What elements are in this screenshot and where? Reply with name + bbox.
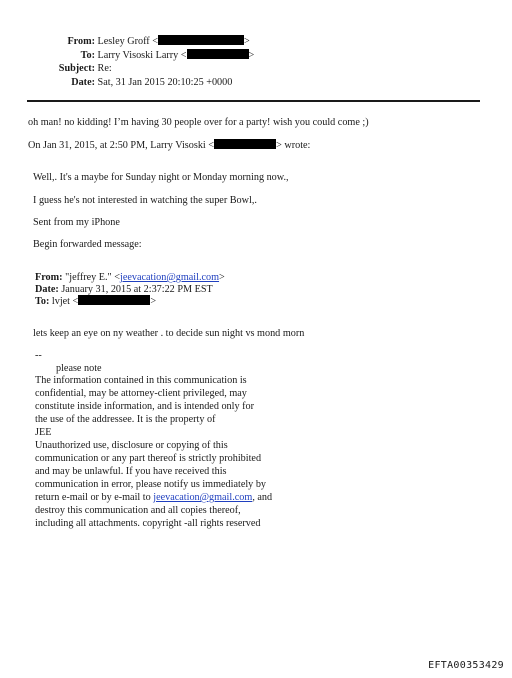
disclaimer-line: confidential, may be attorney-client privileged, may xyxy=(35,388,247,399)
subject-value: Re: xyxy=(97,63,112,74)
reply-text: oh man! no kidding! I’m having 30 people over for a party! wish you could come ;) xyxy=(28,117,369,128)
quote-intro: On Jan 31, 2015, at 2:50 PM, Larry Visoski < > wrote: xyxy=(28,140,311,151)
quoted-line: Well,. It's a maybe for Sunday night or Monday morning now., xyxy=(33,172,289,183)
forwarded-to-label: To: xyxy=(35,296,50,307)
date-value: Sat, 31 Jan 2015 20:10:25 +0000 xyxy=(97,77,233,88)
quoted-line: Begin forwarded message: xyxy=(33,239,142,250)
forwarded-date-label: Date: xyxy=(35,284,59,295)
header-to-row: To: Larry Visoski Larry < > xyxy=(40,49,254,62)
disclaimer-line: destroy this communication and all copies thereof, xyxy=(35,505,241,516)
forwarded-from-row: From: "jeffrey E." <jeevacation@gmail.com> xyxy=(35,272,225,283)
to-label: To: xyxy=(80,50,95,61)
from-value: Lesley Groff < xyxy=(97,36,158,47)
disclaimer-line: the use of the addressee. It is the property of xyxy=(35,414,216,425)
to-value: Larry Visoski Larry < xyxy=(97,50,187,61)
from-label: From: xyxy=(67,36,95,47)
redaction-box xyxy=(187,49,249,59)
quoted-line: I guess he's not interested in watching the super Bowl,. xyxy=(33,195,257,206)
signature-dash: -- xyxy=(35,350,42,361)
subject-label: Subject: xyxy=(58,63,95,74)
quoted-line: Sent from my iPhone xyxy=(33,217,120,228)
disclaimer-line: return e-mail or by e-mail to jeevacation@gmail.com, and xyxy=(35,492,273,503)
header-from-row: From: Lesley Groff < > xyxy=(40,35,250,48)
disclaimer-line: communication in error, please notify us immediately by xyxy=(35,479,267,490)
redaction-box xyxy=(158,35,244,45)
disclaimer-line: constitute inside information, and is intended only for xyxy=(35,401,254,412)
disclaimer-line: and may be unlawful. If you have received this xyxy=(35,466,227,477)
header-subject-row xyxy=(40,62,112,75)
disclaimer-line: The information contained in this communication is xyxy=(35,375,247,386)
forwarded-from-label: From: xyxy=(35,272,63,283)
redaction-box xyxy=(78,295,150,305)
disclaimer-line: JEE xyxy=(35,427,52,438)
disclaimer-line: including all attachments. copyright -all rights reserved xyxy=(35,518,261,529)
forwarded-date-row: Date: January 31, 2015 at 2:37:22 PM EST xyxy=(35,284,213,295)
bates-number: EFTA00353429 xyxy=(428,660,504,671)
header-divider xyxy=(27,100,480,102)
please-note: please note xyxy=(56,363,102,374)
disclaimer-line: Unauthorized use, disclosure or copying of this xyxy=(35,440,228,451)
email-link[interactable]: jeevacation@gmail.com xyxy=(119,272,220,283)
disclaimer xyxy=(35,374,272,530)
disclaimer-line: communication or any part thereof is strictly prohibited xyxy=(35,453,262,464)
redaction-box xyxy=(214,139,276,149)
header-date-row xyxy=(40,76,232,89)
date-label: Date: xyxy=(71,77,95,88)
forwarded-message: lets keep an eye on ny weather . to decide sun night vs mond morn xyxy=(33,328,305,339)
forwarded-to-row: To: lvjet < > xyxy=(35,296,157,307)
email-link[interactable]: jeevacation@gmail.com xyxy=(153,492,253,503)
